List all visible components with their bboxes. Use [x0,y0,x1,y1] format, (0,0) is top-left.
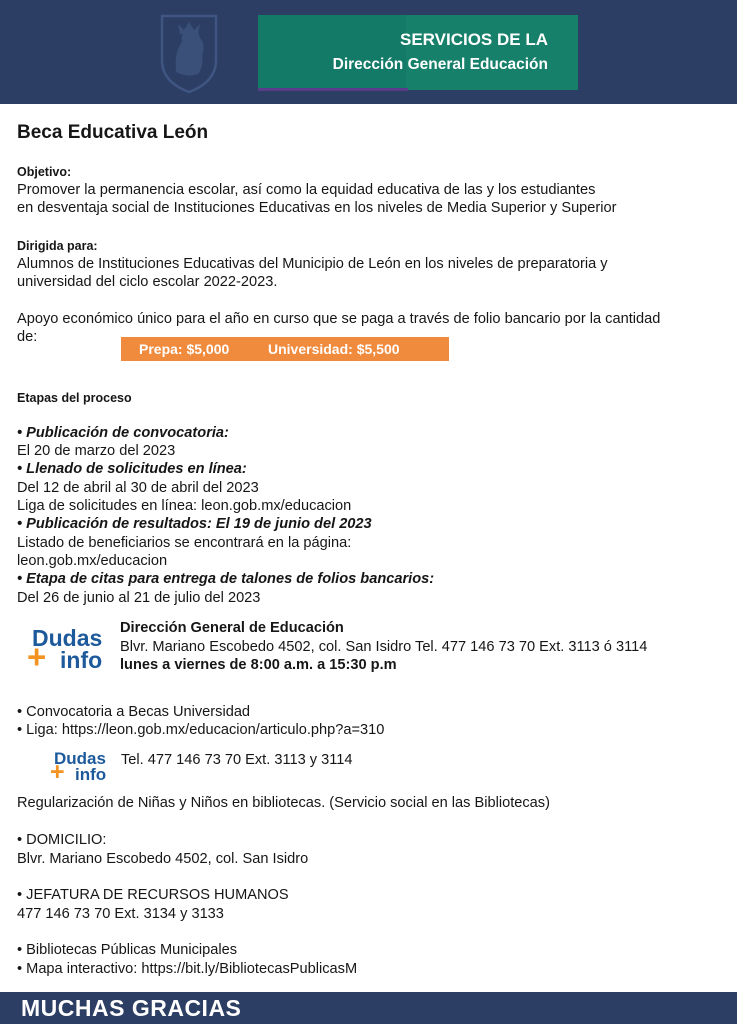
etapa2-text2: Liga de solicitudes en línea: leon.gob.mx/educacion [17,498,352,514]
etapa4-title: • Etapa de citas para entrega de talones de folios bancarios: [17,571,435,587]
services-title-line1: SERVICIOS DE LA [400,30,548,49]
etapa3-text1: Listado de beneficiarios se encontrará en la página: [17,535,352,551]
prepa-amount: Prepa: $5,000 [139,341,230,357]
domicilio-text: Blvr. Mariano Escobedo 4502, col. San Isidro [17,851,309,867]
services-title-box [258,15,578,90]
service-box-accent [258,15,406,90]
service-box-underline [258,88,408,91]
plus-icon: + [27,638,47,675]
contact1-name: Dirección General de Educación [120,620,344,636]
bibliotecas-item1: • Bibliotecas Públicas Municipales [17,942,238,958]
dirigida-label: Dirigida para: [17,239,98,253]
convocatoria-item1: • Convocatoria a Becas Universidad [17,704,251,720]
dudas-info-logo-small [52,749,116,787]
jefatura-label: • JEFATURA DE RECURSOS HUMANOS [17,887,289,903]
etapa1-text: El 20 de marzo del 2023 [17,443,176,459]
dudas-word: Dudas [32,625,103,651]
amount-banner [121,337,449,361]
info-word: info [75,765,107,784]
universidad-amount: Universidad: $5,500 [268,341,400,357]
contact1-hours: lunes a viernes de 8:00 a.m. a 15:30 p.m [120,657,397,673]
contact1-address: Blvr. Mariano Escobedo 4502, col. San Isidro Tel. 477 146 73 70 Ext. 3113 ó 3114 [120,639,648,655]
footer-banner [0,992,737,1024]
objetivo-text-line1: Promover la permanencia escolar, así como la equidad educativa de las y los estudiantes [17,182,596,198]
services-title-line2: Dirección General Educación [332,56,548,73]
leon-crest-logo-icon [158,12,220,94]
etapa2-title: • Llenado de solicitudes en línea: [17,461,247,477]
regularizacion-text: Regularización de Niñas y Niños en bibliotecas. (Servicio social en las Bibliotecas) [17,795,550,811]
etapa3-title: • Publicación de resultados: El 19 de junio del 2023 [17,516,372,532]
plus-icon: + [50,758,65,786]
dirigida-text-line2: universidad del ciclo escolar 2022-2023. [17,274,278,290]
etapa4-text: Del 26 de junio al 21 de julio del 2023 [17,590,261,606]
objetivo-label: Objetivo: [17,165,72,179]
etapas-label: Etapas del proceso [17,391,132,405]
dudas-word: Dudas [54,749,106,768]
page-title: Beca Educativa León [17,122,209,143]
etapa1-title: • Publicación de convocatoria: [17,425,229,441]
mapa-link[interactable]: • Mapa interactivo: https://bit.ly/BibliotecasPublicasM [17,961,358,977]
objetivo-text-line2: en desventaja social de Instituciones Educativas en los niveles de Media Superior y Superior [17,200,617,216]
dudas-info-logo [27,625,112,675]
domicilio-label: • DOMICILIO: [17,832,107,848]
dirigida-text-line1: Alumnos de Instituciones Educativas del Municipio de León en los niveles de preparatoria y [17,256,608,272]
contact2-tel: Tel. 477 146 73 70 Ext. 3113 y 3114 [121,752,353,768]
etapa2-text1: Del 12 de abril al 30 de abril del 2023 [17,480,259,496]
jefatura-text: 477 146 73 70 Ext. 3134 y 3133 [17,906,224,922]
etapa3-text2: leon.gob.mx/educacion [17,553,168,569]
info-word: info [60,647,103,673]
convocatoria-link[interactable]: • Liga: https://leon.gob.mx/educacion/articulo.php?a=310 [17,722,385,738]
footer-text: MUCHAS GRACIAS [21,995,242,1021]
apoyo-text-line2: de: [17,329,38,345]
apoyo-text-line1: Apoyo económico único para el año en curso que se paga a través de folio bancario por la cantidad [17,311,661,327]
header-banner [0,0,737,104]
